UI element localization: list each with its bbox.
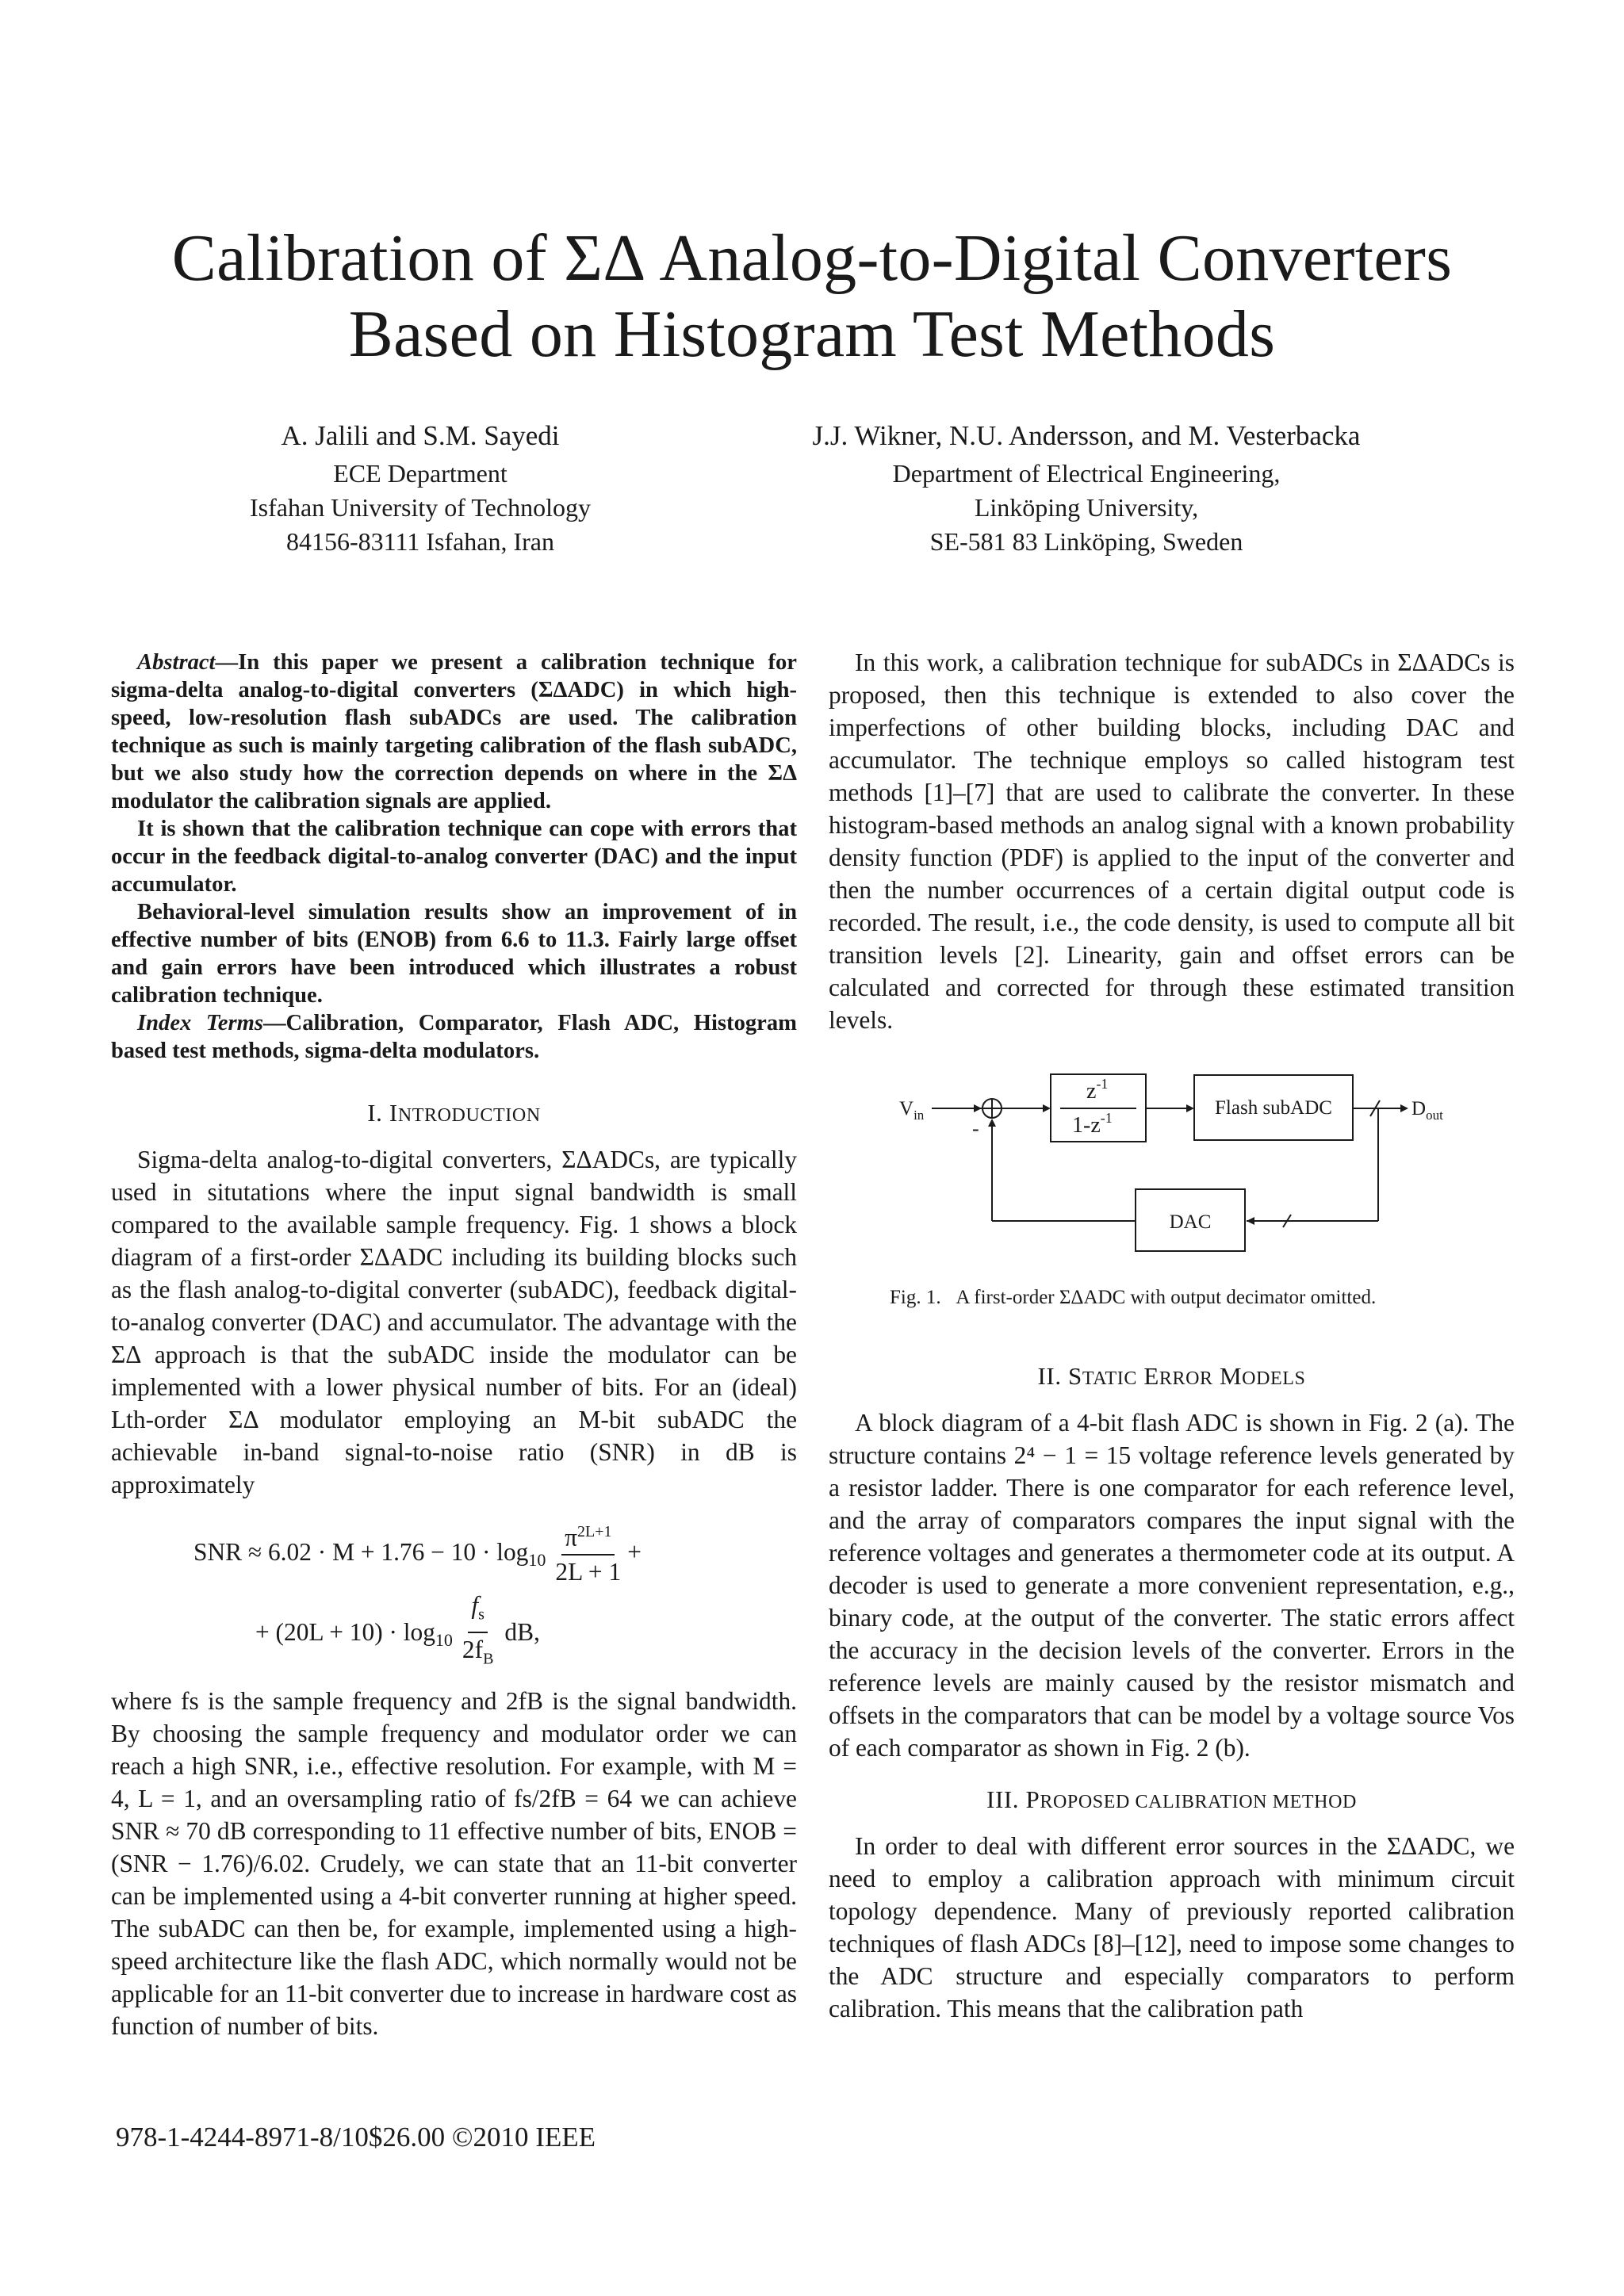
arrow-head [1400,1104,1408,1112]
title-line-1: Calibration of ΣΔ Analog-to-Digital Converters [171,221,1453,295]
author-dept: ECE Department [333,459,508,488]
arrow-head [1186,1104,1194,1112]
vin-label: $V_{in}$ [899,1098,925,1123]
paper-title [0,220,1624,373]
minus-sign: - [972,1117,979,1140]
author-names: A. Jalili and S.M. Sayedi [281,420,560,451]
title-line-2: Based on Histogram Test Methods [348,297,1276,371]
intro-paragraph-2: where fs is the sample frequency and 2fB is the signal bandwidth. By choosing the sample frequency and modulator order we can reach a high SNR, i.e., effective resolution. For example, with M = 4, L = 1, and an oversampling ratio of fs/2fB = 64 we can achieve SNR ≈ 70 dB corresponding to 11 effective number of bits, ENOB = (SNR − 1.76)/6.02. Crudely, we can state that an 11-bit converter can be implemented using a 4-bit converter running at higher speed. The subADC can then be, for example, implemented using a high-speed architecture like the flash ADC, which normally would not be applicable for an 11-bit converter due to increase in hardware cost as function of number of bits. [111,1687,797,2041]
arrow-head [1043,1104,1051,1112]
arrow-head [1247,1217,1254,1225]
section-heading-proposed-calibration: III. PROPOSED CALIBRATION METHOD [986,1785,1357,1813]
figure-1-caption [890,1285,1376,1311]
tf-numerator: $z^{-1}$ [1086,1076,1109,1104]
section-heading-static-error-models: II. STATIC ERROR MODELS [1037,1362,1306,1390]
flash-subadc-label: Flash subADC [1215,1097,1332,1119]
calibration-paragraph: In order to deal with different error sources in the ΣΔADC, we need to employ a calibration approach with minimum circuit topology dependence. Many of previously reported calibration techniques of flash ADCs [8]–[12], need to impose some changes to the ADC structure and especially comparators to perform calibration. This means that the calibration path [829,1832,1515,2022]
dac-label: DAC [1169,1211,1212,1233]
index-terms-label: Index Terms [137,1011,263,1035]
copyright: ©2010 IEEE [451,2122,596,2152]
snr-equation: SNR ≈ 6.02 · M + 1.76 − 10 · log 10 $\frac{\pi^{2L+1}}{2L + 1}$ + + (20L + 10) · log 10 $\frac{f_s}{2f_B}$ dB, [193,1517,797,1674]
section-heading-introduction: I. INTRODUCTION [367,1099,541,1127]
author-univ: Isfahan University of Technology [250,493,591,522]
copyright-footer [116,2122,596,2153]
intro-paragraph-1: Sigma-delta analog-to-digital converters, ΣΔADCs, are typically used in situtations where the input signal bandwidth is small compared to the available sample frequency. Fig. 1 shows a block diagram of a first-order ΣΔADC including its building blocks such as the flash analog-to-digital converter (subADC), feedback digital-to-analog converter (DAC) and accumulator. The advantage with the ΣΔ approach is that the subADC inside the modulator can be implemented with a lower physical number of bits. For an (ideal) Lth-order ΣΔ modulator employing an M-bit subADC the achievable in-band signal-to-noise ratio (SNR) in dB is approximately [111,1146,797,1498]
abstract-p1: —In this paper we present a calibration technique for sigma-delta analog-to-digital converters (ΣΔADC) in which high-speed, low-resolution flash subADCs are used. The calibration technique as such is mainly targeting calibration of the flash subADC, but we also study how the correction depends on where in the ΣΔ modulator the calibration signals are applied. [111,650,797,813]
dout-label: $D_{out}$ [1411,1098,1443,1123]
index-terms-text: —Calibration, Comparator, Flash ADC, Histogram based test methods, sigma-delta modulators. [111,1011,797,1063]
section-static-error-models [829,1360,1515,2025]
author-block-right [730,419,1443,559]
abstract-p3: Behavioral-level simulation results show an improvement of in effective number of bits (ENOB) from 6.6 to 11.3. Fairly large offset and gain errors have been introduced which illustrates a robust calibration technique. [111,900,797,1008]
static-error-paragraph: A block diagram of a 4-bit flash ADC is shown in Fig. 2 (a). The structure contains 2⁴ − 1 = 15 voltage reference levels generated by a resistor ladder. There is one comparator for each reference level, and the array of comparators compares the input signal with the reference voltages and generates a thermometer code at its output. A decoder is used to generate a more convenient representation, e.g., binary code, at the output of the converter. The static errors affect the accuracy in the decision levels of the converter. Errors in the reference levels are mainly caused by the resistor mismatch and offsets in the comparators that can be model by a voltage source Vos of each comparator as shown in Fig. 2 (b). [829,1409,1515,1762]
author-addr: 84156-83111 Isfahan, Iran [286,527,554,556]
abstract-p2: It is shown that the calibration technique can cope with errors that occur in the feedback digital-to-analog converter (DAC) and the input accumulator. [111,817,797,897]
arrow-head [974,1104,982,1112]
abstract [111,649,797,1065]
author-univ: Linköping University, [974,493,1199,522]
figure-1-block-diagram [872,1062,1491,1276]
author-addr: SE-581 83 Linköping, Sweden [929,527,1243,556]
right-intro-paragraph: In this work, a calibration technique for subADCs in ΣΔADCs is proposed, then this technique is extended to also cover the imperfections of other building blocks, including DAC and accumulator. The technique employs so called histogram test methods [1]–[7] that are used to calibrate the converter. In these histogram-based methods an analog signal with a known probability density function (PDF) is applied to the input of the converter and then the number occurrences of a certain digital output code is recorded. The result, i.e., the code density, is used to compute all bit transition levels [2]. Linearity, gain and offset errors can be calculated and corrected for through these estimated transition levels. [829,649,1515,1034]
right-column [829,646,1515,1036]
caption-label: Fig. 1. [890,1287,941,1308]
isbn-price: 978-1-4244-8971-8/10$26.00 [116,2122,446,2152]
tf-denominator: $1-z^{-1}$ [1072,1110,1113,1138]
author-names: J.J. Wikner, N.U. Andersson, and M. Vesterbacka [812,420,1361,451]
author-block-left [214,419,626,559]
arrow-head [988,1119,996,1127]
author-dept: Department of Electrical Engineering, [892,459,1281,488]
left-column [111,649,797,2042]
abstract-label: Abstract [137,650,216,675]
caption-text: A first-order ΣΔADC with output decimator omitted. [956,1287,1377,1308]
